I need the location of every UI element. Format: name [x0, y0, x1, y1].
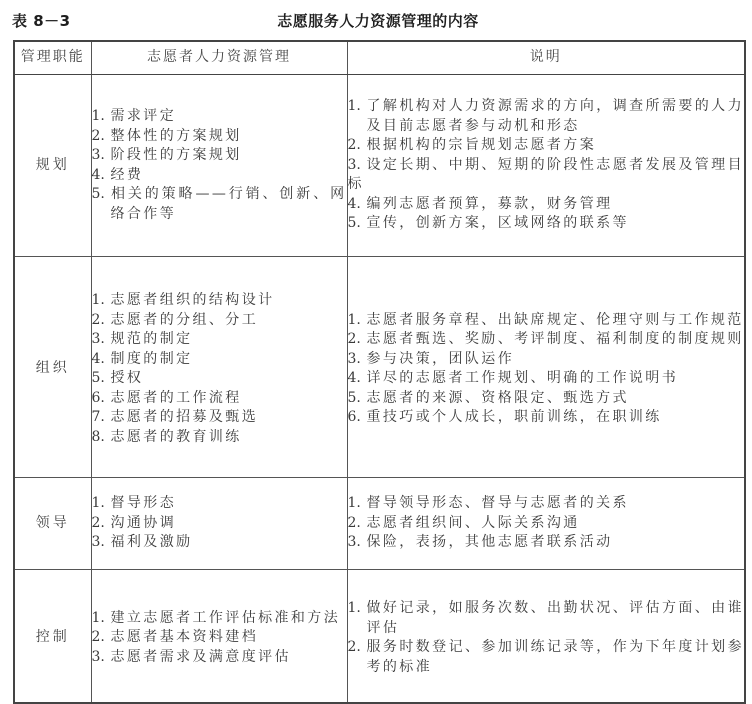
- table-number: 表 8－3: [12, 12, 71, 30]
- notes-list: [348, 494, 745, 553]
- list-item: 4. 详尽的志愿者工作规划、明确的工作说明书: [347, 370, 679, 386]
- function-cell: 规划: [14, 75, 91, 257]
- list-item: 2. 志愿者的分组、分工: [91, 311, 259, 328]
- list-item: 4. 制度的制定: [91, 350, 193, 367]
- list-item: 1. 了解机构对人力资源需求的方向，调查所需要的人力及目前志愿者参与动机和形态: [347, 98, 744, 134]
- list-item: 3. 阶段性的方案规划: [91, 147, 242, 163]
- list-item: 5. 相关的策略——行销、创新、网络合作等: [91, 186, 347, 222]
- management-cell: [91, 478, 347, 570]
- table-title: 志愿服务人力资源管理的内容: [277, 12, 479, 30]
- list-item: 4. 经费: [91, 166, 144, 183]
- notes-list: [348, 97, 745, 234]
- table-row-planning: [14, 75, 745, 257]
- notes-cell: [347, 257, 745, 478]
- management-cell: [91, 257, 347, 478]
- list-item: 1. 志愿者服务章程、出缺席规定、伦理守则与工作规范: [347, 311, 744, 328]
- table-caption: [12, 8, 744, 32]
- table-row-leading: [14, 478, 745, 570]
- management-cell: [91, 570, 347, 704]
- list-item: 4. 编列志愿者预算，募款，财务管理: [347, 195, 613, 212]
- function-cell: 控制: [14, 570, 91, 704]
- notes-cell: [347, 75, 745, 257]
- list-item: 2. 志愿者基本资料建档: [91, 629, 259, 646]
- management-list: [92, 609, 347, 668]
- list-item: 6. 重技巧或个人成长，职前训练，在职训练: [347, 409, 662, 425]
- list-item: 2. 整体性的方案规划: [91, 127, 242, 144]
- table-row-organizing: [14, 257, 745, 478]
- list-item: 1. 需求评定: [91, 108, 177, 124]
- list-item: 1. 督导领导形态、督导与志愿者的关系: [347, 495, 629, 512]
- notes-list: [348, 599, 745, 677]
- header-management: 志愿者人力资源管理: [91, 41, 347, 75]
- list-item: 3. 保险，表扬，其他志愿者联系活动: [347, 534, 613, 551]
- list-item: 3. 规范的制定: [91, 331, 193, 347]
- list-item: 5. 授权: [91, 370, 144, 386]
- list-item: 7. 志愿者的招募及甄选: [91, 409, 259, 425]
- list-item: 1. 志愿者组织的结构设计: [91, 292, 275, 308]
- header-notes: 说明: [347, 41, 745, 75]
- list-item: 6. 志愿者的工作流程: [91, 389, 242, 406]
- list-item: 8. 志愿者的教育训练: [91, 428, 242, 445]
- list-item: 3. 设定长期、中期、短期的阶段性志愿者发展及管理目标: [347, 156, 744, 193]
- notes-list: [348, 311, 745, 428]
- list-item: 2. 志愿者组织间、人际关系沟通: [347, 514, 580, 531]
- list-item: 1. 做好记录，如服务次数、出勤状况、评估方面、由谁评估: [347, 600, 744, 636]
- list-item: 3. 志愿者需求及满意度评估: [91, 648, 291, 665]
- management-list: [92, 494, 347, 553]
- list-item: 2. 根据机构的宗旨规划志愿者方案: [347, 137, 597, 154]
- management-list: [92, 107, 347, 224]
- header-function: 管理职能: [14, 41, 91, 75]
- notes-cell: [347, 570, 745, 704]
- header-row: [14, 41, 745, 75]
- management-list: [92, 291, 347, 447]
- function-cell: 领导: [14, 478, 91, 570]
- list-item: 1. 建立志愿者工作评估标准和方法: [91, 609, 341, 626]
- list-item: 2. 志愿者甄选、奖励、考评制度、福利制度的制度规则: [347, 331, 744, 347]
- list-item: 3. 参与决策，团队运作: [347, 350, 515, 367]
- list-item: 2. 沟通协调: [91, 514, 177, 531]
- list-item: 3. 福利及激励: [91, 534, 193, 551]
- notes-cell: [347, 478, 745, 570]
- function-cell: 组织: [14, 257, 91, 478]
- list-item: 5. 志愿者的来源、资格限定、甄选方式: [347, 389, 629, 406]
- table-row-controlling: [14, 570, 745, 704]
- hr-management-table: [13, 40, 746, 704]
- management-cell: [91, 75, 347, 257]
- list-item: 5. 宣传，创新方案，区域网络的联系等: [347, 215, 629, 232]
- list-item: 1. 督导形态: [91, 495, 177, 512]
- list-item: 2. 服务时数登记、参加训练记录等，作为下年度计划参考的标准: [347, 639, 744, 675]
